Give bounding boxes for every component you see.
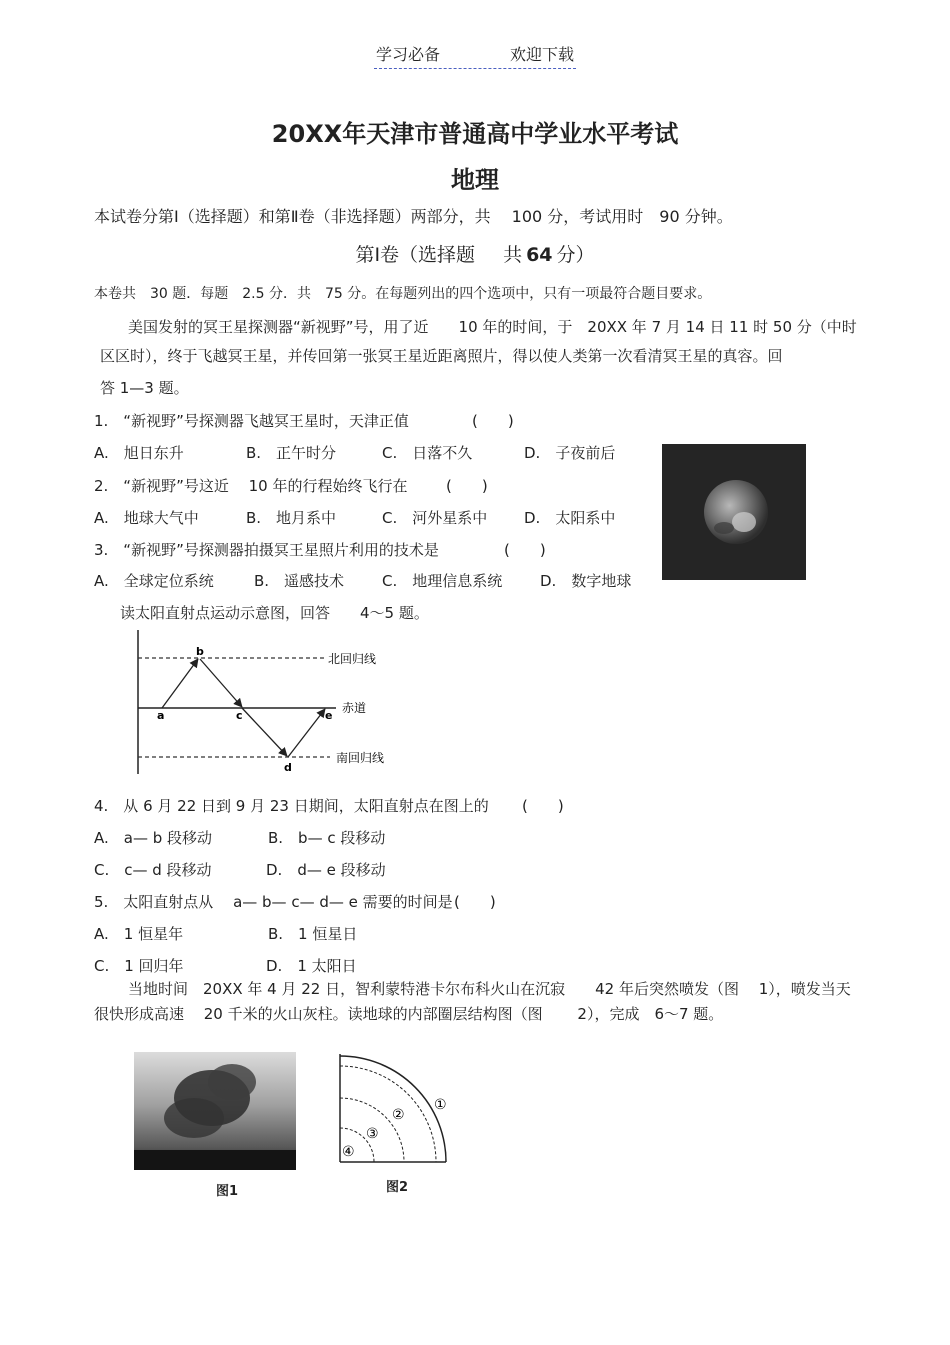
passage1-line3: 答 1—3 题。 <box>100 379 189 397</box>
question-5-paren: ( ) <box>454 893 496 911</box>
question-2-paren: ( ) <box>446 477 488 495</box>
point-e-label: e <box>325 709 333 722</box>
section-part3: 分） <box>556 244 595 266</box>
question-5-option-c: C. 1 回归年 <box>94 957 184 975</box>
question-2-option-b: B. 地月系中 <box>246 509 337 527</box>
passage2-line1: 当地时间 20XX 年 4 月 22 日，智利蒙特港卡尔布科火山在沉寂 42 年后突然喷发（图 1），喷发当天 <box>128 980 851 998</box>
question-3-paren: ( ) <box>504 541 546 559</box>
question-5-stem: 5. 太阳直射点从 a— b— c— d— e 需要的时间是 <box>94 893 453 911</box>
point-c-label: c <box>236 709 243 722</box>
passage1-line2: 区区时），终于飞越冥王星，并传回第一张冥王星近距离照片，得以使人类第一次看清冥王星的真容。回 <box>100 347 783 365</box>
passage2-line2: 很快形成高速 20 千米的火山灰柱。读地球的内部圈层结构图（图 2），完成 6～7 题。 <box>94 1005 724 1023</box>
question-1-paren: ( ) <box>472 412 514 430</box>
point-d-label: d <box>284 761 292 774</box>
question-2-option-d: D. 太阳系中 <box>524 509 616 527</box>
sun-direct-point-diagram <box>130 628 400 780</box>
figure-2-caption: 图2 <box>386 1180 409 1195</box>
section-score: 64 <box>526 244 553 266</box>
question-3-option-a: A. 全球定位系统 <box>94 572 214 590</box>
exam-subject: 地理 <box>451 166 499 194</box>
question-4-stem: 4. 从 6 月 22 日到 9 月 23 日期间，太阳直射点在图上的 <box>94 797 489 815</box>
question-3-option-c: C. 地理信息系统 <box>382 572 503 590</box>
read-diagram-instruction: 读太阳直射点运动示意图，回答 4～5 题。 <box>120 604 429 622</box>
pluto-photo-graphic <box>662 444 806 580</box>
question-5-option-a: A. 1 恒星年 <box>94 925 184 943</box>
question-3-option-d: D. 数字地球 <box>540 572 632 590</box>
arrow-a-b <box>162 659 198 708</box>
question-4-option-d: D. d— e 段移动 <box>266 861 386 879</box>
question-1-option-c: C. 日落不久 <box>382 444 473 462</box>
volcano-photo-graphic <box>134 1052 296 1170</box>
page-header <box>0 42 950 69</box>
equator-label: 赤道 <box>342 701 367 715</box>
point-b-label: b <box>196 645 204 658</box>
question-5-option-b: B. 1 恒星日 <box>268 925 358 943</box>
header-right-text: 欢迎下载 <box>510 45 575 64</box>
question-2-stem: 2. “新视野”号这近 10 年的行程始终飞行在 <box>94 477 408 495</box>
layer-3-label: ③ <box>366 1126 379 1142</box>
pluto-photo <box>662 444 806 580</box>
arrow-c-d <box>242 708 287 756</box>
volcano-eruption-photo <box>134 1052 296 1170</box>
earth-interior-svg <box>336 1052 448 1166</box>
question-4-paren: ( ) <box>522 797 564 815</box>
exam-title: 20XX年天津市普通高中学业水平考试 <box>271 120 679 148</box>
question-3-option-b: B. 遥感技术 <box>254 572 345 590</box>
tropic-of-capricorn-label: 南回归线 <box>336 751 385 765</box>
question-1-stem: 1. “新视野”号探测器飞越冥王星时，天津正值 <box>94 412 409 430</box>
point-a-label: a <box>157 709 165 722</box>
instruction-text: 本卷共 30 题．每题 2.5 分．共 75 分。在每题列出的四个选项中，只有一项最符合题目要求。 <box>94 286 712 302</box>
earth-interior-diagram <box>336 1052 448 1170</box>
question-3-stem: 3. “新视野”号探测器拍摄冥王星照片利用的技术是 <box>94 541 439 559</box>
section-part2: 共 <box>503 244 523 266</box>
section-part1: 第Ⅰ卷（选择题 <box>355 244 476 266</box>
question-4-option-c: C. c— d 段移动 <box>94 861 212 879</box>
arrow-d-e <box>288 709 325 757</box>
question-4-option-b: B. b— c 段移动 <box>268 829 386 847</box>
question-5-option-d: D. 1 太阳日 <box>266 957 357 975</box>
tropic-of-cancer-label: 北回归线 <box>328 652 377 666</box>
question-4-option-a: A. a— b 段移动 <box>94 829 213 847</box>
arrow-b-c <box>200 659 242 707</box>
figure-1-caption: 图1 <box>216 1184 239 1199</box>
layer-1-label: ① <box>434 1097 447 1113</box>
sun-diagram-svg <box>130 628 400 776</box>
exam-intro: 本试卷分第Ⅰ（选择题）和第Ⅱ卷（非选择题）两部分，共 100 分，考试用时 90 分钟。 <box>94 207 733 226</box>
question-1-option-b: B. 正午时分 <box>246 444 337 462</box>
section-heading <box>0 240 950 267</box>
header-left-text: 学习必备 <box>375 45 440 64</box>
passage1-line1: 美国发射的冥王星探测器“新视野”号，用了近 10 年的时间，于 20XX 年 7 月 14 日 11 时 50 分（中时 <box>128 318 857 336</box>
layer-2-label: ② <box>392 1107 405 1123</box>
question-2-option-a: A. 地球大气中 <box>94 509 199 527</box>
layer-4-label: ④ <box>342 1144 355 1160</box>
question-2-option-c: C. 河外星系中 <box>382 509 488 527</box>
question-1-option-a: A. 旭日东升 <box>94 444 184 462</box>
question-1-option-d: D. 子夜前后 <box>524 444 616 462</box>
